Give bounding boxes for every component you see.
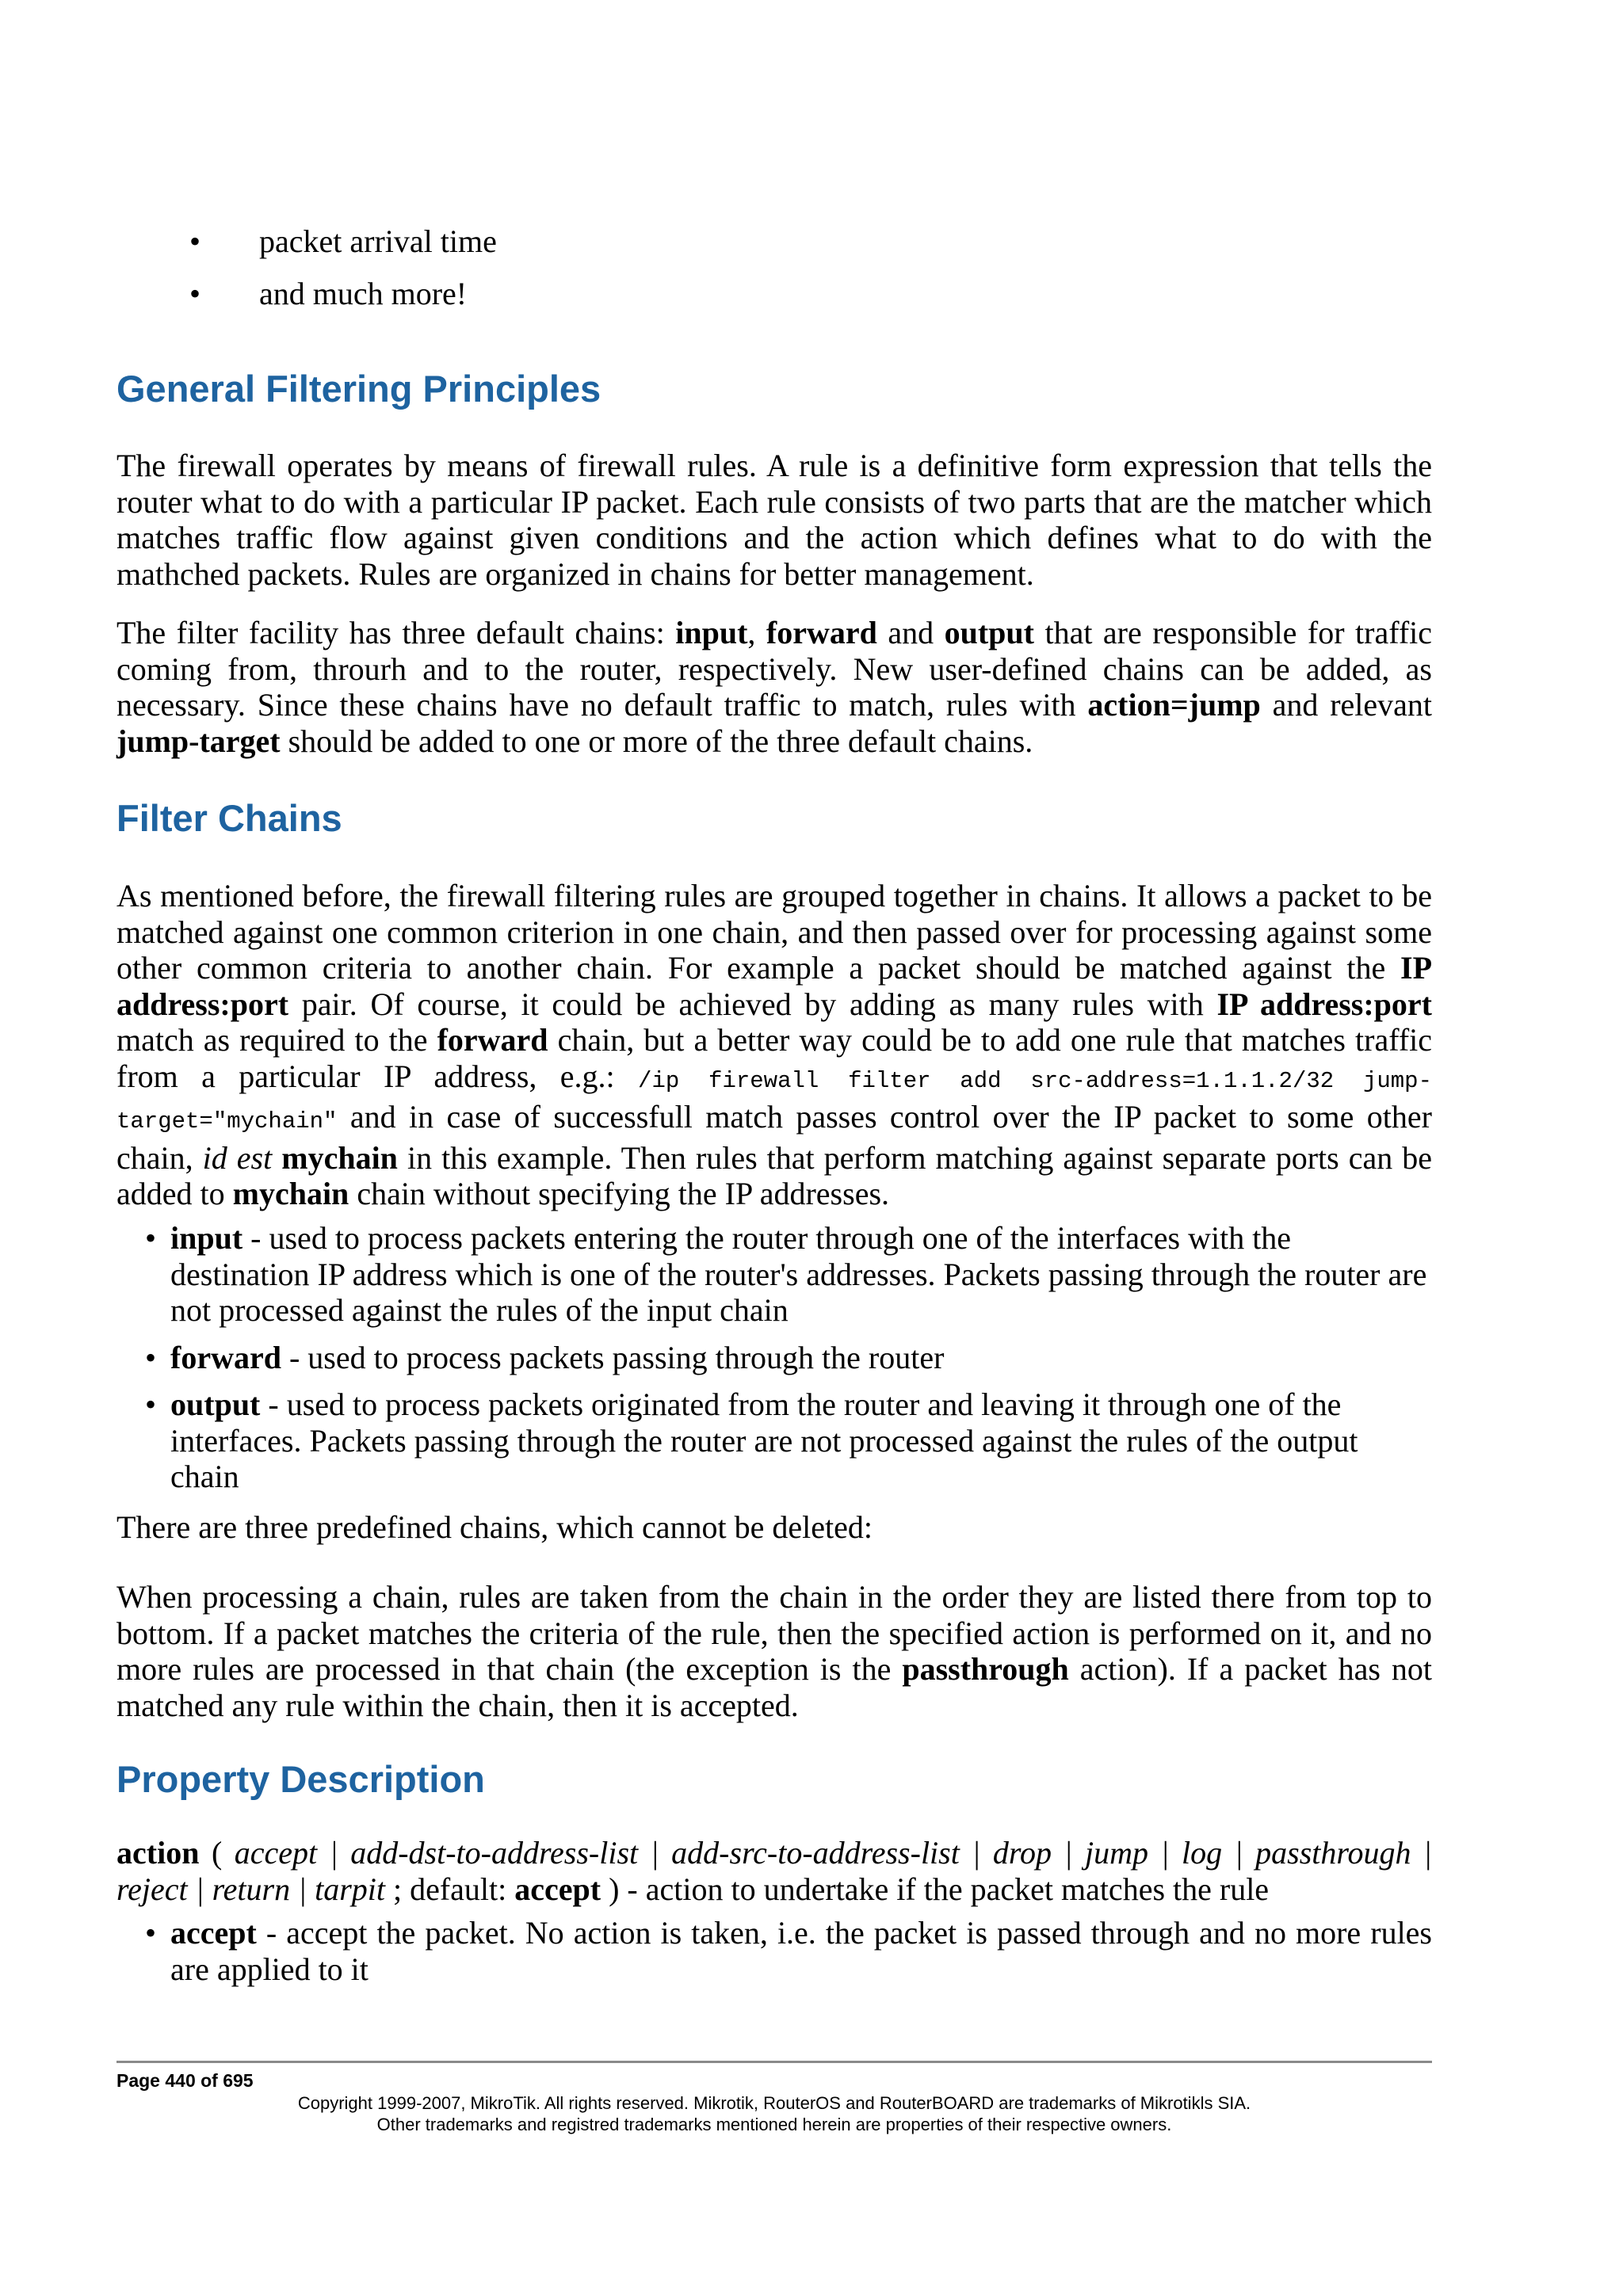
- action-values-list: [145, 1915, 1432, 1998]
- paragraph-default-chains: The filter facility has three default chains: input, forward and output that are responsible for traffic coming from, throurh and to the router, respectively. New user-defined chains can be added, as necessary. Since these chains have no default traffic to match, rules with action=jump and relevant jump-target should be added to one or more of the three default chains.: [116, 615, 1432, 759]
- code-snippet: /ip firewall filter add src-address=1.1.1.2/32 jump-target="mychain": [116, 1067, 1432, 1135]
- bullet: •: [145, 1220, 157, 1256]
- paragraph-predefined-chains: There are three predefined chains, which cannot be deleted:: [116, 1509, 873, 1545]
- paragraph-chain-processing: When processing a chain, rules are taken from the chain in the order they are listed there from top to bottom. If a packet matches the criteria of the rule, then the specified action is performed on it, and no more rules are processed in that chain (the exception is the passthrough action). If a packet has not matched any rule within the chain, then it is accepted.: [116, 1579, 1432, 1723]
- bullet: •: [189, 276, 201, 311]
- copyright-line: Copyright 1999-2007, MikroTik. All rights reserved. Mikrotik, RouterOS and RouterBOARD are trademarks of Mikrotikls SIA.: [297, 2093, 1251, 2113]
- bullet: •: [145, 1339, 157, 1375]
- section-heading-filter-chains: Filter Chains: [116, 797, 342, 839]
- paragraph-firewall-rules: The firewall operates by means of firewall rules. A rule is a definitive form expression that tells the router what to do with a particular IP packet. Each rule consists of two parts that are the matcher which matches traffic flow against given conditions and the action which defines what to do with the mathched packets. Rules are organized in chains for better management.: [116, 448, 1432, 592]
- feature-list: [116, 222, 1432, 326]
- page-number: Page 440 of 695: [116, 2070, 254, 2091]
- section-heading-property-description: Property Description: [116, 1758, 485, 1800]
- list-item-text: and much more!: [259, 276, 468, 311]
- list-item: [116, 274, 1432, 326]
- list-item: • accept - accept the packet. No action is taken, i.e. the packet is passed through and no more rules are applied to it: [145, 1915, 1432, 1987]
- chains-list: [145, 1220, 1432, 1506]
- list-item: • output - used to process packets originated from the router and leaving it through one of the interfaces. Packets passing through the router are not processed against the rules of the output chain: [145, 1386, 1358, 1494]
- bullet: •: [145, 1386, 157, 1422]
- list-item: • forward - used to process packets passing through the router: [145, 1339, 945, 1375]
- section-heading-general-filtering: General Filtering Principles: [116, 368, 601, 410]
- trademark-line: Other trademarks and registred trademarks mentioned herein are properties of their respective owners.: [376, 2115, 1172, 2134]
- footer-divider: [116, 2061, 1432, 2063]
- paragraph-chain-grouping: As mentioned before, the firewall filtering rules are grouped together in chains. It allows a packet to be matched against one common criterion in one chain, and then passed over for processing against some other common criteria to another chain. For example a packet should be matched against the IP address:port pair. Of course, it could be achieved by adding as many rules with IP address:port match as required to the forward chain, but a better way could be to add one rule that matches traffic from a particular IP address, e.g.: /ip firewall filter add src-address=1.1.1.2/32 jump-target="mychain" and in case of successfull match passes control over the IP packet to some other chain, id est mychain in this example. Then rules that perform matching against separate ports can be added to mychain chain without specifying the IP addresses.: [116, 878, 1433, 1211]
- property-action-definition: action ( accept | add-dst-to-address-list | add-src-to-address-list | drop | jump | log | passthrough | reject | return | tarpit ; default: accept ) - action to undertake if the packet matches the rule: [116, 1835, 1432, 1907]
- bullet: •: [145, 1915, 157, 1951]
- list-item: • input - used to process packets entering the router through one of the interfaces with the destination IP address which is one of the router's addresses. Packets passing through the router are not processed against the rules of the input chain: [145, 1220, 1427, 1328]
- list-item-text: packet arrival time: [259, 223, 497, 259]
- list-item: [116, 222, 1432, 274]
- bullet: •: [189, 223, 201, 259]
